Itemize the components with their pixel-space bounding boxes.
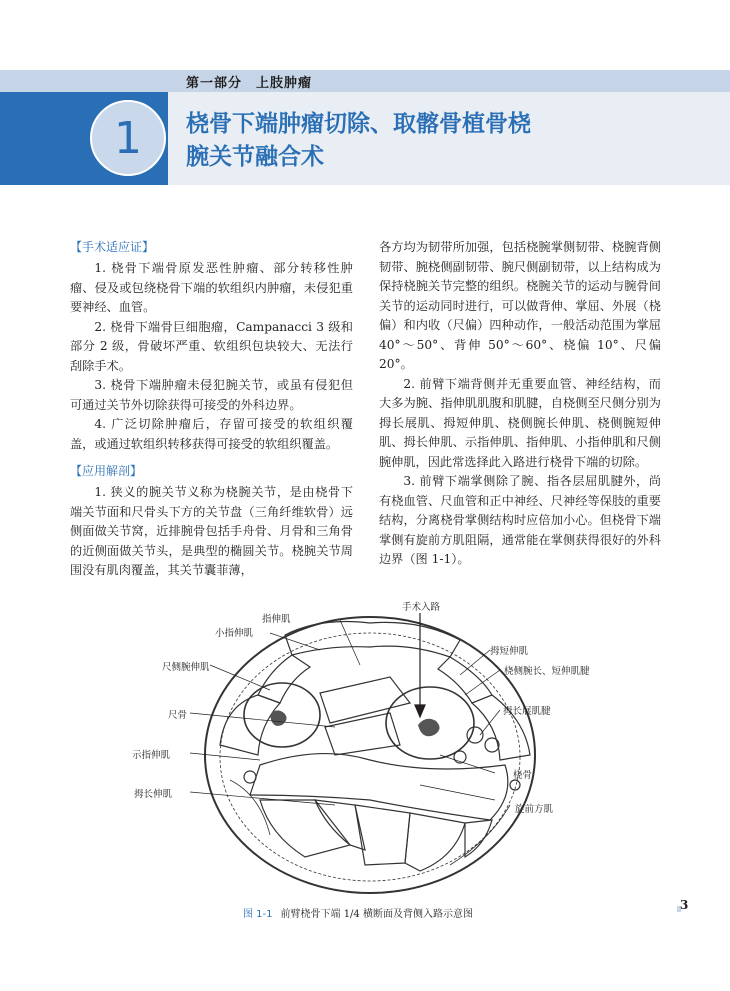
- chapter-title: [186, 108, 706, 174]
- chapter-number-badge: 1: [90, 100, 166, 176]
- heading-text: 应用解剖: [82, 464, 131, 478]
- heading-text: 手术适应证: [82, 240, 143, 254]
- section-heading-anatomy: 【应用解剖】: [70, 464, 143, 478]
- paragraph: 2. 前臂下端背侧并无重要血管、神经结构，而大多为腕、指伸肌肌腹和肌腱，自桡侧至尺侧分别为拇长展肌、拇短伸肌、桡侧腕长伸肌、桡侧腕短伸肌、拇长伸肌、示指伸肌、指伸肌、小指伸肌和尺侧腕伸肌，因此常选择此入路进行桡骨下端的切除。: [379, 376, 661, 469]
- label-shizhishenji: 示指伸肌: [132, 750, 171, 761]
- chapter-title-line1: 桡骨下端肿瘤切除、取髂骨植骨桡: [186, 111, 531, 137]
- label-raogu: 桡骨: [513, 770, 533, 781]
- label-raoceshenji: 桡侧腕长、短伸肌腱: [504, 666, 590, 677]
- cross-section-figure: [120, 595, 620, 900]
- forearm-cross-section-drawing: [120, 595, 620, 900]
- section-heading-indications: 【手术适应证】: [70, 240, 155, 254]
- figure-number: 图 1-1: [243, 909, 273, 920]
- label-zhishenji: 指伸肌: [262, 614, 291, 625]
- label-muchangshenji: 拇长伸肌: [134, 789, 173, 800]
- paragraph: 1. 桡骨下端骨原发恶性肿瘤、部分转移性肿瘤、侵及或包绕桡骨下端的软组织内肿瘤，未侵犯重要神经、血管。: [70, 261, 353, 314]
- label-xiaozhishenji: 小指伸肌: [215, 628, 254, 639]
- paragraph: 4. 广泛切除肿瘤后，存留可接受的软组织覆盖，或通过软组织转移获得可接受的软组织覆盖。: [70, 417, 353, 451]
- page-number: 3: [680, 898, 689, 912]
- label-muchangzhanji: 拇长展肌腱: [503, 706, 551, 717]
- figure-caption: [243, 905, 473, 920]
- label-xuanqianfangji: 旋前方肌: [515, 804, 554, 815]
- paragraph: 2. 桡骨下端骨巨细胞瘤，Campanacci 3 级和部分 2 级，骨破坏严重、软组织包块较大、无法行刮除手术。: [70, 319, 353, 373]
- part-label: 第一部分 上肢肿瘤: [186, 76, 313, 91]
- left-column: [70, 238, 353, 581]
- label-chigu: 尺骨: [168, 710, 188, 721]
- figure-caption-text: 前臂桡骨下端 1/4 横断面及背侧入路示意图: [280, 909, 473, 920]
- paragraph: 1. 狭义的腕关节义称为桡腕关节，是由桡骨下端关节面和尺骨头下方的关节盘（三角纤维软骨）远侧面做关节窝，近排腕骨包括手舟骨、月骨和三角骨的近侧面做关节头，是典型的椭圆关节。桡腕关节周围没有肌肉覆盖，其关节囊菲薄，: [70, 485, 353, 577]
- paragraph: 3. 前臂下端掌侧除了腕、指各层屈肌腱外，尚有桡血管、尺血管和正中神经、尺神经等保肢的重要结构，分离桡骨掌侧结构时应倍加小心。但桡骨下端掌侧有旋前方肌阻隔，通常能在掌侧获得很好的外科边界（图 1-1）。: [379, 474, 661, 566]
- paragraph: 各方均为韧带所加强，包括桡腕掌侧韧带、桡腕背侧韧带、腕桡侧副韧带、腕尺侧副韧带，以上结构成为保持桡腕关节完整的组织。桡腕关节的运动与腕骨间关节的运动同时进行，可以做背伸、掌屈、外展（桡偏）和内收（尺偏）四种动作，一般活动范围为掌屈 40°～50°、背伸 50°～60°、桡偏 10°、尺偏 20°。: [379, 240, 661, 371]
- paragraph: 3. 桡骨下端肿瘤未侵犯腕关节，或虽有侵犯但可通过关节外切除获得可接受的外科边界。: [70, 378, 353, 412]
- part-band: [0, 70, 730, 92]
- label-chiceshenji: 尺侧腕伸肌: [162, 662, 210, 673]
- label-shoushurulu: 手术入路: [402, 602, 441, 613]
- label-muduanshenji: 拇短伸肌: [490, 646, 529, 657]
- chapter-title-line2: 腕关节融合术: [186, 144, 324, 170]
- right-column: [379, 238, 661, 570]
